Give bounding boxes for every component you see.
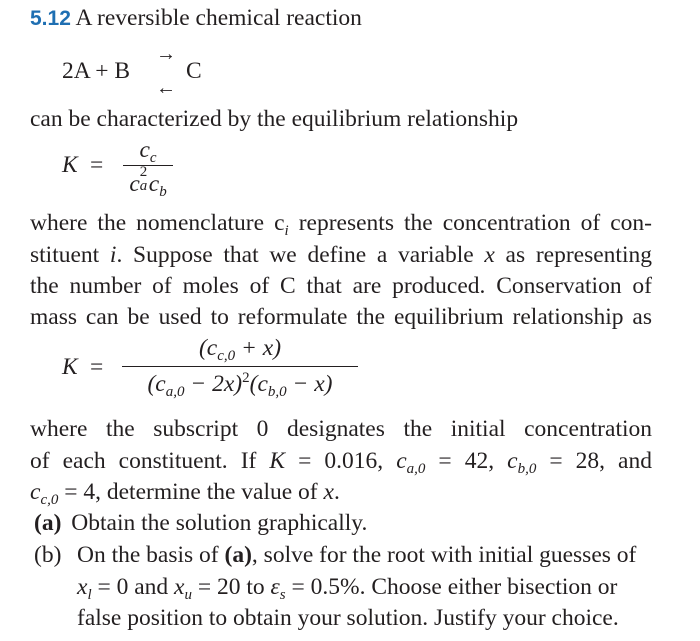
eq1-numerator xyxy=(122,136,174,164)
eq2-numerator xyxy=(120,334,360,362)
text-fragment: = 0 and xyxy=(91,574,175,600)
text-fragment: = 0.016, xyxy=(285,448,397,474)
text-fragment: On the basis of xyxy=(77,542,225,568)
eq2-denominator xyxy=(120,370,360,398)
para1-line1 xyxy=(30,208,652,238)
para1-line3: the number of moles of C that are produced. Conservation of xyxy=(30,273,652,299)
text-fragment: − 2x) xyxy=(184,371,243,397)
eq1-num-sub: c xyxy=(149,150,157,166)
eq1-den-sup: 2 xyxy=(139,164,148,180)
text-fragment: a,0 xyxy=(406,461,426,477)
reaction-left: 2A + B xyxy=(62,58,131,84)
text-fragment: x xyxy=(323,479,334,505)
text-fragment: . xyxy=(333,479,340,505)
text-fragment: where the nomenclature c xyxy=(30,210,285,236)
text-fragment: b,0 xyxy=(267,384,287,400)
text-fragment: c xyxy=(396,448,407,474)
text-fragment: stituent xyxy=(30,242,110,268)
text-fragment: − x) xyxy=(286,371,333,397)
text-fragment: as representing xyxy=(494,242,652,268)
reaction-right: C xyxy=(186,58,202,84)
part-a xyxy=(34,508,367,538)
text-fragment: = 0.5%. Choose either bisection or xyxy=(285,574,618,600)
text-fragment: (a) xyxy=(224,542,252,568)
eq1-lhs: K xyxy=(62,152,78,178)
eq2-lhs: K xyxy=(62,354,78,380)
part-a-text: Obtain the solution graphically. xyxy=(71,510,368,536)
problem-title: A reversible chemical reaction xyxy=(75,5,362,31)
text-fragment: x xyxy=(484,242,495,268)
text-fragment: x xyxy=(174,574,185,600)
eq1-den-var1: c xyxy=(129,171,140,197)
para1-line2 xyxy=(30,240,652,270)
eq1-den-var2: c xyxy=(148,171,160,197)
text-fragment: = 20 to xyxy=(191,574,271,600)
problem-header xyxy=(30,3,362,34)
text-fragment: (c xyxy=(249,371,268,397)
eq1-den-sub2: b xyxy=(159,184,167,200)
para2-line2 xyxy=(30,446,652,476)
eq1-denominator xyxy=(118,164,178,200)
eq2-fraction-bar xyxy=(122,366,358,367)
text-fragment: = 4, determine the value of xyxy=(58,479,324,505)
text-fragment: u xyxy=(184,587,192,603)
text-fragment: . Suppose that we define a variable xyxy=(116,242,485,268)
text-fragment: represents the concentration of con- xyxy=(288,210,652,236)
text-fragment: c,0 xyxy=(217,348,236,364)
para1-line4: mass can be used to reformulate the equilibrium relationship as xyxy=(30,304,652,330)
eq1-equals: = xyxy=(90,152,104,178)
text-fragment: = 28, and xyxy=(536,448,652,474)
text-fragment: ε xyxy=(270,574,280,600)
text-fragment: x xyxy=(77,574,88,600)
eq2-equals: = xyxy=(90,354,104,380)
text-fragment: l xyxy=(87,587,92,603)
eq1-fraction-bar xyxy=(123,165,173,166)
text-fragment: (c xyxy=(198,335,218,361)
text-fragment: = 42, xyxy=(425,448,508,474)
text-fragment: 2 xyxy=(242,370,250,386)
text-fragment: i xyxy=(109,242,117,268)
text-fragment: of each constituent. If xyxy=(30,448,270,474)
eq1-den-sub1: a xyxy=(139,178,148,194)
problem-number: 5.12 xyxy=(30,7,71,30)
intro-text: can be characterized by the equilibrium relationship xyxy=(30,106,519,132)
eq1-num-var: c xyxy=(139,137,150,163)
text-fragment: s xyxy=(279,587,286,603)
part-b-line3: false position to obtain your solution. Justify your choice. xyxy=(77,605,619,631)
text-fragment: , solve for the root with initial guesses of xyxy=(251,542,637,568)
text-fragment: c,0 xyxy=(40,492,59,508)
text-fragment: c xyxy=(30,479,41,505)
text-fragment: b,0 xyxy=(517,461,537,477)
text-fragment: + x) xyxy=(235,335,282,361)
reverse-arrow-icon: ← xyxy=(156,77,176,99)
part-b-line1 xyxy=(77,540,636,570)
text-fragment: K xyxy=(269,448,286,474)
text-fragment: (c xyxy=(147,371,166,397)
text-fragment: a,0 xyxy=(165,384,185,400)
para2-line3 xyxy=(30,477,340,507)
forward-arrow-icon: → xyxy=(156,43,176,65)
part-a-label: (a) xyxy=(34,510,62,536)
part-b-label: (b) xyxy=(34,542,62,568)
para2-line1: where the subscript 0 designates the initial concentration xyxy=(30,416,652,442)
text-fragment: c xyxy=(507,448,518,474)
text-fragment: i xyxy=(284,223,289,239)
part-b-line2 xyxy=(77,572,617,602)
